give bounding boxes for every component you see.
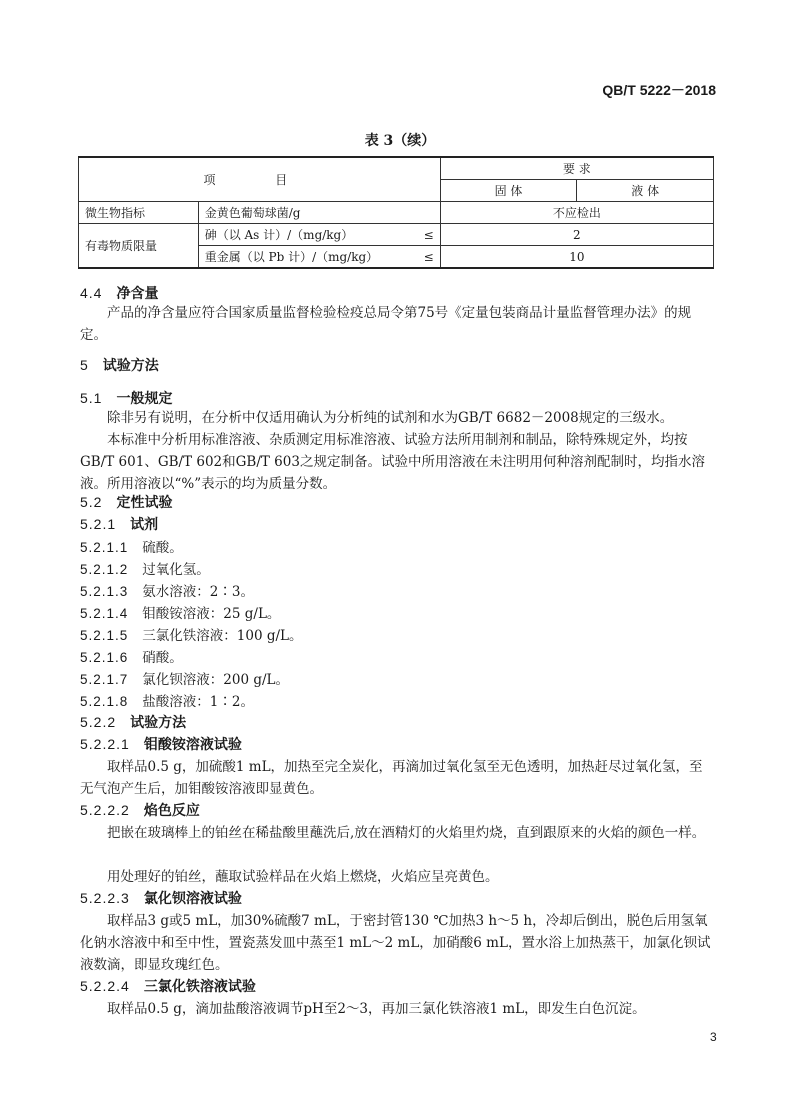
section-heading: 5.2.2 试验方法 xyxy=(80,714,187,730)
list-item: 5.2.1.6 硝酸。 xyxy=(80,650,183,666)
section-heading: 5.2.2.2 焰色反应 xyxy=(80,802,200,818)
list-item: 5.2.1.8 盐酸溶液：1∶2。 xyxy=(80,694,254,710)
section-heading: 5.1 一般规定 xyxy=(80,390,173,406)
paragraph: 产品的净含量应符合国家质量监督检验检疫总局令第75号《定量包装商品计量监督管理办法》的规定。 xyxy=(80,305,692,343)
le-symbol: ≤ xyxy=(414,224,440,246)
row-indicator: 重金属（以 Pb 计）/（mg/kg） xyxy=(198,246,414,269)
standard-code: QB/T 5222－2018 xyxy=(602,82,716,98)
paragraph: 除非另有说明，在分析中仅适用确认为分析纯的试剂和水为GB/T 6682－2008规定的三级水。 xyxy=(107,410,674,426)
table-row xyxy=(79,224,714,246)
header-solid: 固 体 xyxy=(440,180,577,202)
list-item: 5.2.1.4 钼酸铵溶液：25 g/L。 xyxy=(80,606,281,622)
table-header-row xyxy=(79,157,714,180)
paragraph: 本标准中分析用标准溶液、杂质测定用标准溶液、试验方法所用制剂和制品，除特殊规定外，均按GB/T 601、GB/T 602和GB/T 603之规定制备。试验中所用溶液在未注明用何种溶剂配制时，均指水溶液。所用溶液以“%”表示的均为质量分数。 xyxy=(80,432,705,492)
section-heading: 5.2.2.1 钼酸铵溶液试验 xyxy=(80,736,242,752)
row-value: 10 xyxy=(440,246,713,269)
header-requirement: 要 求 xyxy=(440,157,713,180)
row-category: 有毒物质限量 xyxy=(79,224,199,269)
list-item: 5.2.1.3 氨水溶液：2∶3。 xyxy=(80,584,254,600)
le-symbol: ≤ xyxy=(414,246,440,269)
row-category: 微生物指标 xyxy=(79,202,199,224)
paragraph: 把嵌在玻璃棒上的铂丝在稀盐酸里蘸洗后,放在酒精灯的火焰里灼烧，直到跟原来的火焰的颜色一样。 xyxy=(107,825,706,841)
row-value: 2 xyxy=(440,224,713,246)
section-heading: 4.4 净含量 xyxy=(80,285,159,301)
section-heading: 5.2.2.4 三氯化铁溶液试验 xyxy=(80,978,256,994)
list-item: 5.2.1.1 硫酸。 xyxy=(80,540,183,556)
page-number: 3 xyxy=(710,1030,717,1044)
list-item: 5.2.1.2 过氧化氢。 xyxy=(80,562,210,578)
requirements-table xyxy=(78,156,714,269)
header-liquid: 液 体 xyxy=(577,180,714,202)
header-item: 项 目 xyxy=(79,157,441,202)
section-heading: 5.2.1 试剂 xyxy=(80,516,159,532)
paragraph: 用处理好的铂丝，蘸取试验样品在火焰上燃烧，火焰应呈亮黄色。 xyxy=(107,869,499,885)
row-indicator: 砷（以 As 计）/（mg/kg） xyxy=(198,224,414,246)
section-heading: 5 试验方法 xyxy=(80,357,159,373)
paragraph: 取样品0.5 g，滴加盐酸溶液调节pH至2～3，再加三氯化铁溶液1 mL，即发生白色沉淀。 xyxy=(107,1001,646,1017)
table-row xyxy=(79,202,714,224)
paragraph: 取样品3 g或5 mL，加30%硫酸7 mL，于密封管130 ℃加热3 h～5 h，冷却后倒出，脱色后用氢氧化钠水溶液中和至中性，置瓷蒸发皿中蒸至1 mL～2 mL，加硝酸6 mL，置水浴上加热蒸干，加氯化钡试液数滴，即显玫瑰红色。 xyxy=(80,913,711,973)
table-caption: 表 3（续） xyxy=(364,133,436,149)
section-heading: 5.2 定性试验 xyxy=(80,494,173,510)
list-item: 5.2.1.7 氯化钡溶液：200 g/L。 xyxy=(80,672,290,688)
row-value: 不应检出 xyxy=(440,202,713,224)
list-item: 5.2.1.5 三氯化铁溶液：100 g/L。 xyxy=(80,628,303,644)
section-heading: 5.2.2.3 氯化钡溶液试验 xyxy=(80,890,242,906)
row-indicator: 金黄色葡萄球菌/g xyxy=(198,202,440,224)
paragraph: 取样品0.5 g，加硫酸1 mL，加热至完全炭化，再滴加过氧化氢至无色透明，加热赶尽过氧化氢，至无气泡产生后，加钼酸铵溶液即显黄色。 xyxy=(80,759,703,797)
